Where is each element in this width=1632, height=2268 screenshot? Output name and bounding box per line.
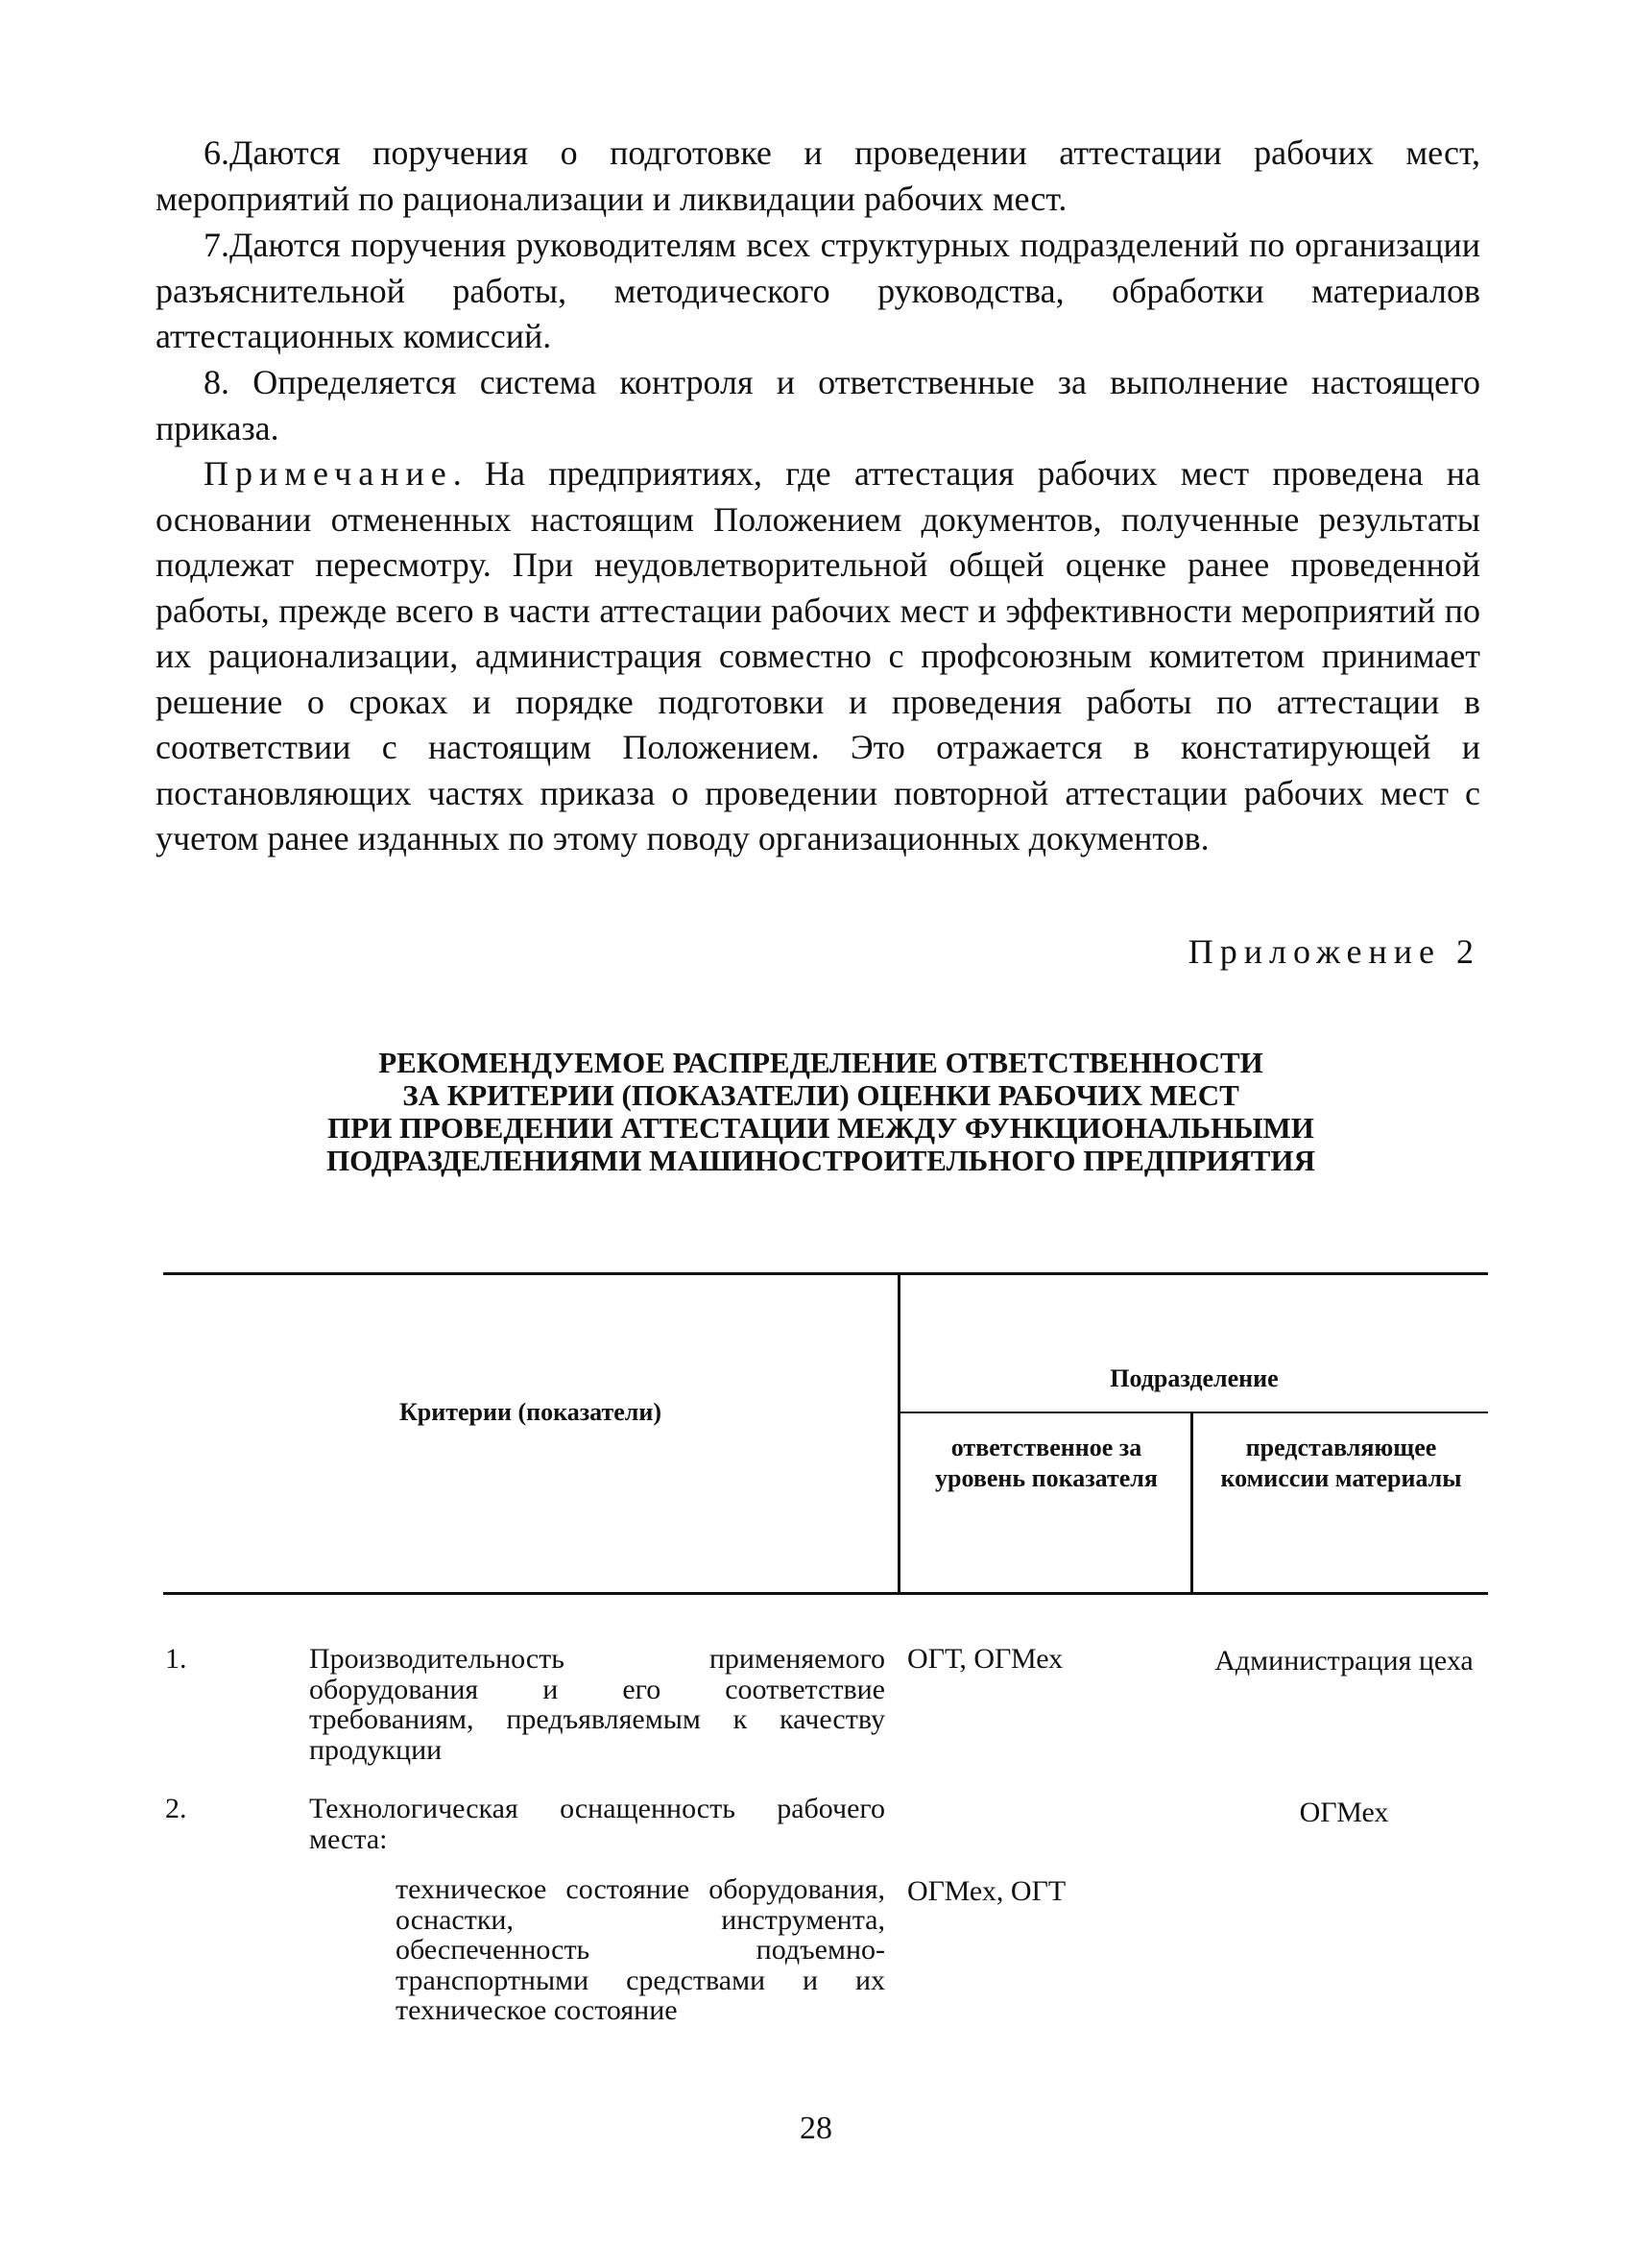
table-division-subrule — [900, 1411, 1488, 1413]
appendix-label: Приложение 2 — [1188, 932, 1480, 971]
table-row-1-presenting: Администрация цеха — [1214, 1645, 1474, 1677]
table-row-1-criterion: Производительность применяемого оборудования и его соответствие требованиям, предъявляемым к качеству продукции — [309, 1643, 885, 1766]
column-header-responsible: ответственное за уровень показателя — [935, 1434, 1158, 1492]
column-header-presenting: представляющее комиссии материалы — [1220, 1434, 1462, 1492]
paragraph-6: 6.Даются поручения о подготовке и проведении аттестации рабочих мест, мероприятий по рационализации и ликвидации рабочих мест. — [156, 133, 1480, 218]
table-subrow-criterion: техническое состояние оборудования, оснастки, инструмента, обеспеченность подъемно-транспортными средствами и их техническое состояние — [396, 1873, 885, 2026]
table-subrow-responsible: ОГМех, ОГТ — [907, 1875, 1067, 1907]
paragraph-7: 7.Даются поручения руководителям всех структурных подразделений по организации разъяснительной работы, методического руководства, обработки материалов аттестационных комиссий. — [156, 226, 1480, 355]
heading-line-4: ПОДРАЗДЕЛЕНИЯМИ МАШИНОСТРОИТЕЛЬНОГО ПРЕДПРИЯТИЯ — [326, 1144, 1315, 1177]
heading-line-1: РЕКОМЕНДУЕМОЕ РАСПРЕДЕЛЕНИЕ ОТВЕТСТВЕННОСТИ — [378, 1046, 1263, 1079]
table-top-rule — [163, 1272, 1488, 1275]
table-header-bottom-rule — [163, 1592, 1488, 1595]
note-text: . На предприятиях, где аттестация рабочих мест проведена на основании отмененных настоящим Положением документов, полученные результаты подлежат пересмотру. При неудовлетворительной общей оценке ранее проведенной работы, прежде всего в части аттестации рабочих мест и эффективности мероприятий по их рационализации, администрация совместно с профсоюзным комитетом принимает решение о сроках и порядке подготовки и проведения работы по аттестации в соответствии с настоящим Положением. Это отражается в констатирующей и постановляющих частях приказа о проведении повторной аттестации рабочих мест с учетом ранее изданных по этому поводу организационных документов. — [156, 454, 1480, 857]
table-row-2-number: 2. — [165, 1793, 187, 1824]
table-row-2-criterion: Технологическая оснащенность рабочего места: — [309, 1793, 885, 1855]
appendix-heading — [154, 1047, 1488, 1177]
paragraph-8: 8. Определяется система контроля и ответственные за выполнение настоящего приказа. — [156, 363, 1480, 447]
heading-line-2: ЗА КРИТЕРИИ (ПОКАЗАТЕЛИ) ОЦЕНКИ РАБОЧИХ МЕСТ — [402, 1078, 1239, 1112]
page-number: 28 — [800, 2111, 832, 2146]
table-row-2-presenting: ОГМех — [1299, 1797, 1389, 1828]
table-row-1-number: 1. — [165, 1643, 187, 1675]
table-vertical-divider-2 — [1190, 1411, 1193, 1595]
table-row-1-responsible: ОГТ, ОГМех — [907, 1643, 1064, 1675]
note-paragraph — [156, 451, 1480, 862]
column-header-criteria: Критерии (показатели) — [398, 1398, 662, 1426]
heading-line-3: ПРИ ПРОВЕДЕНИИ АТТЕСТАЦИИ МЕЖДУ ФУНКЦИОНАЛЬНЫМИ — [327, 1111, 1314, 1145]
table-vertical-divider-1 — [898, 1272, 900, 1595]
column-header-division: Подразделение — [1110, 1364, 1279, 1392]
note-label: Примечание — [204, 454, 453, 493]
